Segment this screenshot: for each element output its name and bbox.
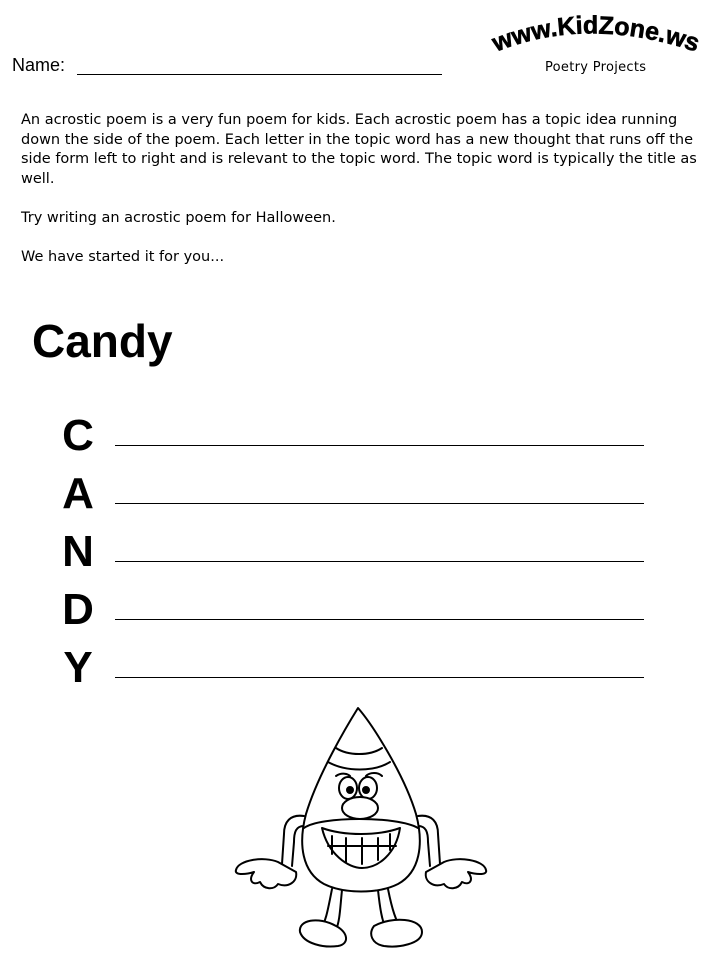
poem-title: Candy [32,315,173,367]
poem-row [0,585,718,643]
name-blank-line[interactable] [77,74,442,75]
instructions [21,111,701,267]
svg-text:www.KidZone.ws [490,11,703,57]
candy-corn-character-icon [228,704,496,950]
poem-letter: N [62,527,94,576]
instructions-paragraph-3: We have started it for you... [21,248,225,265]
subtitle: Poetry Projects [545,60,647,75]
name-label: Name: [12,55,66,75]
poem-answer-line[interactable] [115,445,644,446]
kidzone-logo [490,8,705,68]
poem-answer-line[interactable] [115,561,644,562]
logo-text: www.KidZone.ws [490,11,703,58]
poem-letter: C [62,411,94,460]
poem-row [0,527,718,585]
instructions-paragraph-1: An acrostic poem is a very fun poem for kids. Each acrostic poem has a topic idea running down the side of the poem. Each letter in the topic word has a new thought that runs off the side form left to right and is relevant to the topic word. The topic word is typically the title as well. [21,112,697,187]
poem-row [0,643,718,701]
poem-answer-line[interactable] [115,503,644,504]
poem-answer-line[interactable] [115,677,644,678]
poem-letter: D [62,585,94,634]
poem-row [0,469,718,527]
poem-answer-line[interactable] [115,619,644,620]
poem-row [0,411,718,469]
poem-letter: A [62,469,94,518]
poem-letter: Y [63,643,93,692]
instructions-paragraph-2: Try writing an acrostic poem for Halloween. [21,210,336,226]
